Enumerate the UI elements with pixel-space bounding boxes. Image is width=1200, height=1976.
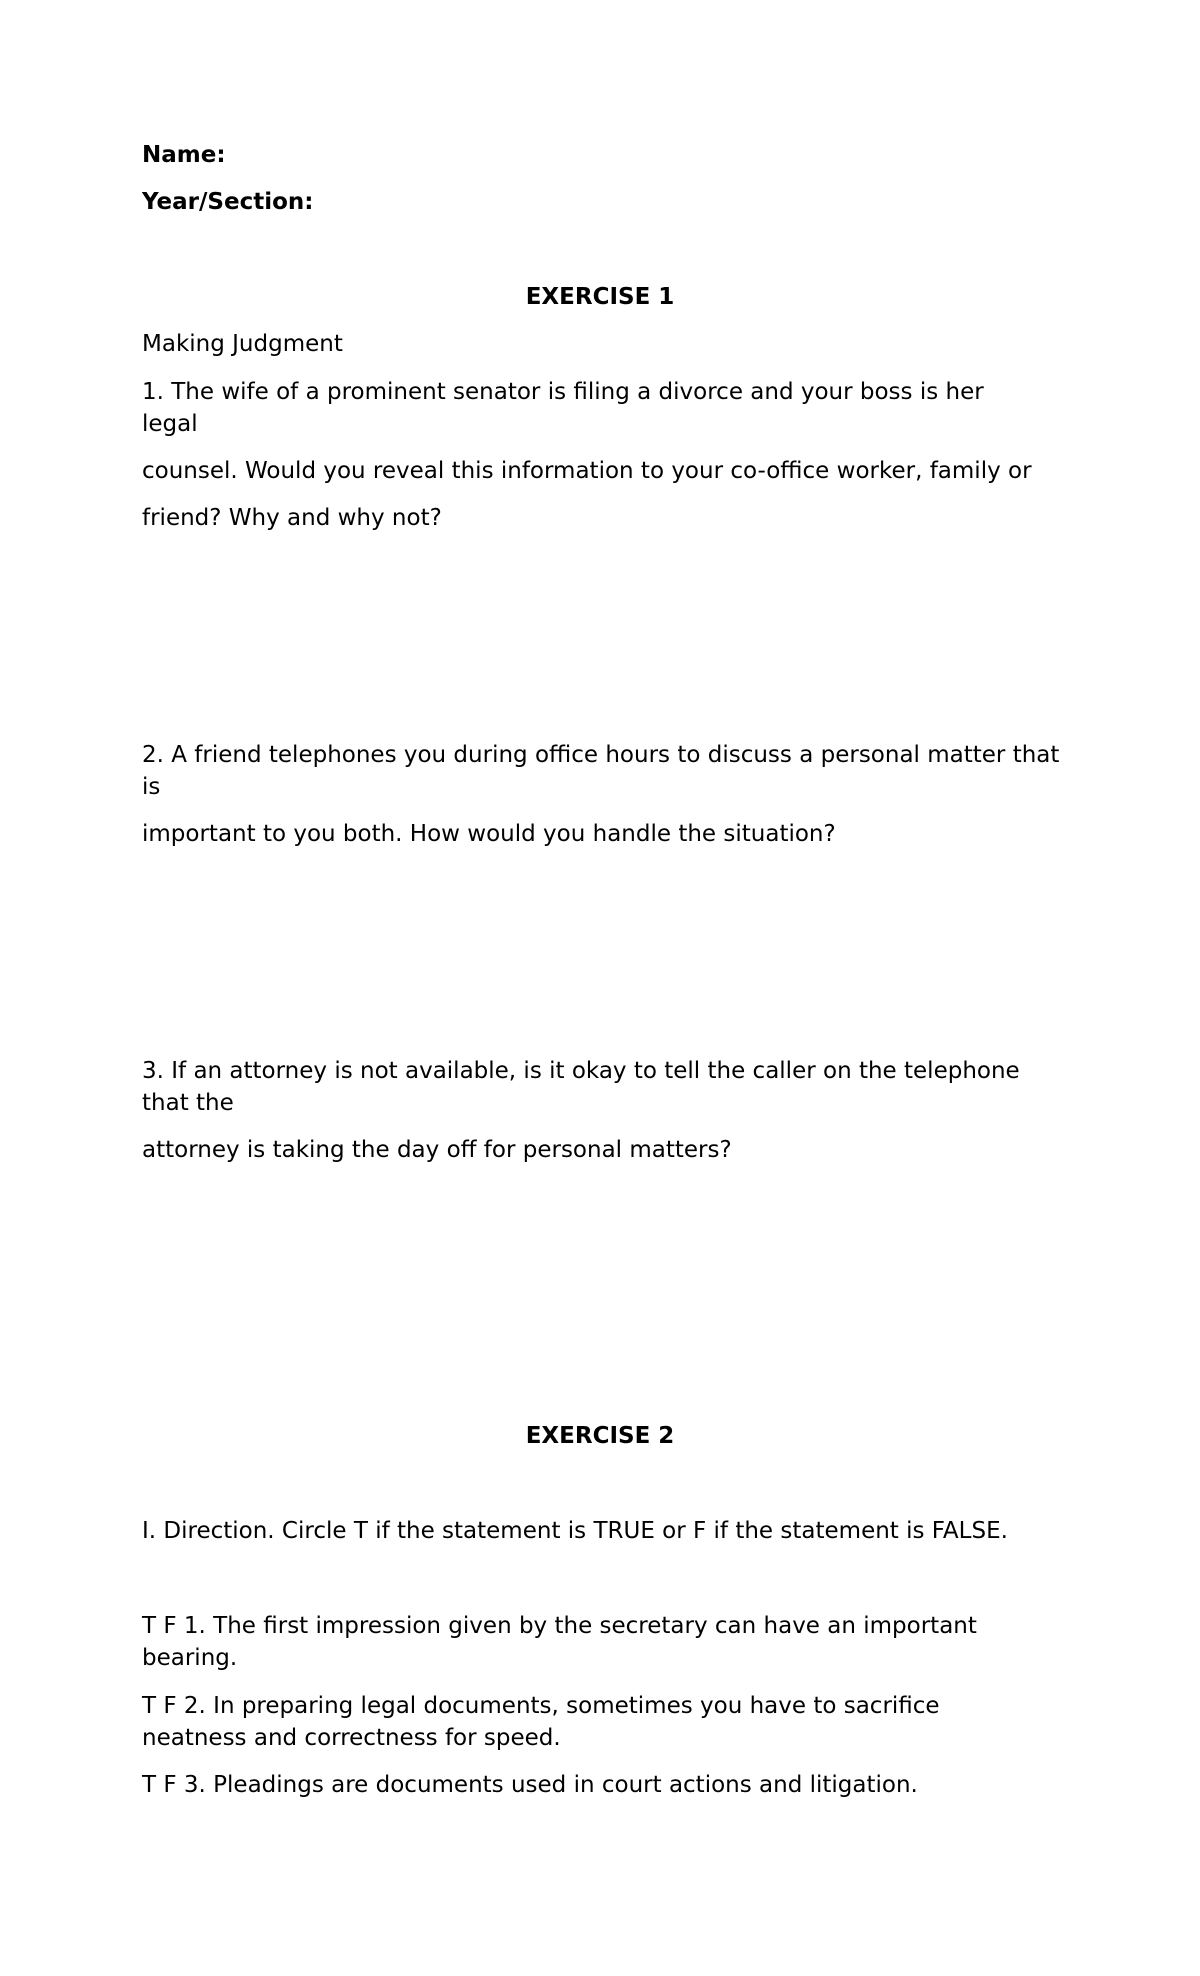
question-1-line-1: 1. The wife of a prominent senator is filing a divorce and your boss is her legal — [142, 379, 984, 437]
question-3-line-2: attorney is taking the day off for personal matters? — [142, 1137, 732, 1163]
exercise-2-direction: I. Direction. Circle T if the statement is TRUE or F if the statement is FALSE. — [142, 1518, 1008, 1544]
question-1-line-3: friend? Why and why not? — [142, 505, 442, 531]
exercise-2-title: EXERCISE 2 — [525, 1423, 675, 1449]
true-false-item-1: T F 1. The first impression given by the secretary can have an important bearing. — [142, 1613, 977, 1671]
true-false-item-2: T F 2. In preparing legal documents, sometimes you have to sacrifice neatness and correctness for speed. — [142, 1693, 940, 1751]
name-label: Name: — [142, 142, 226, 168]
exercise-1-subtitle: Making Judgment — [142, 331, 343, 357]
question-2-line-2: important to you both. How would you handle the situation? — [142, 821, 836, 847]
year-section-label: Year/Section: — [142, 189, 314, 215]
question-2-line-1: 2. A friend telephones you during office hours to discuss a personal matter that is — [142, 742, 1060, 800]
exercise-1-title: EXERCISE 1 — [525, 284, 675, 310]
question-3-line-1: 3. If an attorney is not available, is it okay to tell the caller on the telephone that the — [142, 1058, 1020, 1116]
question-1-line-2: counsel. Would you reveal this information to your co-office worker, family or — [142, 458, 1032, 484]
true-false-item-3: T F 3. Pleadings are documents used in court actions and litigation. — [142, 1772, 918, 1798]
